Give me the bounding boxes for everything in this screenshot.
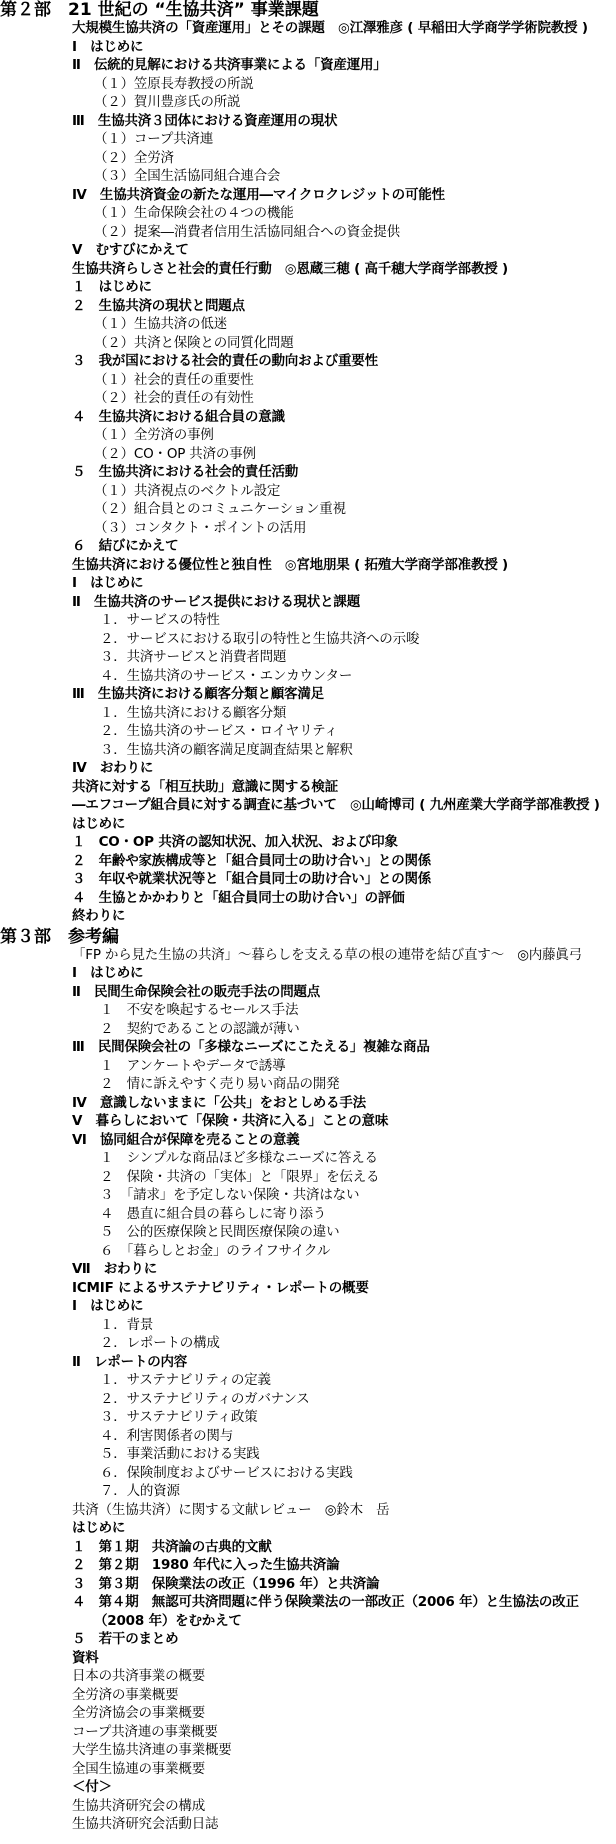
subsection-item: （２）組合員とのコミュニケーション重視 <box>94 501 346 517</box>
subsection-item: １ 不安を喚起するセールス手法 <box>100 1002 299 1018</box>
section-heading: はじめに <box>72 815 126 832</box>
section-heading: Ⅴ 暮らしにおいて「保険・共済に入る」ことの意味 <box>72 1113 389 1129</box>
section-heading: ３ 第３期 保険業法の改正（1996 年）と共済論 <box>72 1575 380 1592</box>
article-title: ―エフコープ組合員に対する調査に基づいて ◎山崎博司 ( 九州産業大学商学部准教授 ) <box>72 797 600 813</box>
entry-line: 共済（生協共済）に関する文献レビュー ◎鈴木 岳 <box>72 1501 390 1518</box>
subsection-item: ６ 「暮らしとお金」のライフサイクル <box>100 1242 331 1259</box>
subsection-item: （３）コンタクト・ポイントの活用 <box>94 519 307 536</box>
subsection-item: ２ 情に訴えやすく売り易い商品の開発 <box>100 1076 340 1092</box>
subsection-item: ３．生協共済の顧客満足度調査結果と解釈 <box>100 741 353 758</box>
section-heading: ６ 結びにかえて <box>72 538 179 554</box>
part-heading: 第３部 参考編 <box>0 926 119 947</box>
subsection-item: （１）共済視点のベクトル設定 <box>94 482 281 499</box>
section-heading: Ⅳ 生協共済資金の新たな運用―マイクロクレジットの可能性 <box>72 186 445 203</box>
section-heading: Ⅰ はじめに <box>72 38 144 55</box>
section-heading: Ⅱ レポートの内容 <box>72 1353 188 1370</box>
section-heading: Ⅲ 生協共済３団体における資産運用の現状 <box>72 112 338 129</box>
section-heading: ３ 我が国における社会的責任の動向および重要性 <box>72 353 378 369</box>
subsection-item: ２ 契約であることの認識が薄い <box>100 1020 300 1037</box>
entry-line: 生協共済研究会活動日誌 <box>72 1816 219 1832</box>
article-title: ICMIF によるサステナビリティ・レポートの概要 <box>72 1279 369 1296</box>
subsection-item: ２．レポートの構成 <box>100 1335 220 1351</box>
article-title: 生協共済らしさと社会的責任行動 ◎恩蔵三穂 ( 高千穂大学商学部教授 ) <box>72 260 509 277</box>
subsection-item: （１）生命保険会社の４つの機能 <box>94 205 294 221</box>
section-heading: ５ 若干のまとめ <box>72 1631 179 1647</box>
section-heading: Ⅱ 伝統的見解における共済事業による「資産運用」 <box>72 57 387 73</box>
subsection-item: （２）賀川豊彦氏の所説 <box>94 94 241 110</box>
section-heading: Ⅱ 生協共済のサービス提供における現状と課題 <box>72 593 360 610</box>
subsection-item: （３）全国生活協同組合連合会 <box>94 168 281 184</box>
section-heading: １ はじめに <box>72 279 152 295</box>
entry-line: 生協共済研究会の構成 <box>72 1797 205 1814</box>
subsection-item: ４ 愚直に組合員の暮らしに寄り添う <box>100 1205 327 1222</box>
subsection-item: ２．生協共済のサービス・ロイヤリティ <box>100 723 338 739</box>
entry-line: 全労済の事業概要 <box>72 1686 179 1703</box>
subsection-item: １．生協共済における顧客分類 <box>100 704 287 721</box>
section-heading: １ CO・OP 共済の認知状況、加入状況、および印象 <box>72 834 398 850</box>
section-heading: ２ 生協共済の現状と問題点 <box>72 297 245 314</box>
section-heading: ２ 年齢や家族構成等と「組合員同士の助け合い」との関係 <box>72 852 432 869</box>
section-heading: 資料 <box>72 1649 99 1666</box>
section-heading: ＜付＞ <box>72 1779 112 1795</box>
section-heading: ４ 第４期 無認可共済問題に伴う保険業法の一部改正（2006 年）と生協法の改正 <box>72 1594 579 1610</box>
subsection-item: ３．サステナビリティ政策 <box>100 1409 258 1425</box>
section-heading: Ⅴ むすびにかえて <box>72 242 189 258</box>
section-heading: ３ 年収や就業状況等と「組合員同士の助け合い」との関係 <box>72 871 432 887</box>
subsection-item: （１）生協共済の低迷 <box>94 316 227 332</box>
entry-line: 大学生協共済連の事業概要 <box>72 1742 232 1758</box>
subsection-item: ３．共済サービスと消費者問題 <box>100 649 287 665</box>
entry-line: 全国生協連の事業概要 <box>72 1760 205 1777</box>
subsection-item: （１）全労済の事例 <box>94 427 214 443</box>
subsection-item: （２）CO・OP 共済の事例 <box>94 445 256 462</box>
subsection-item: ２ 保険・共済の「実体」と「限界」を伝える <box>100 1168 380 1185</box>
subsection-item: ７．人的資源 <box>100 1483 180 1499</box>
section-heading: Ⅳ 意識しないままに「公共」をおとしめる手法 <box>72 1094 366 1111</box>
subsection-item: ２．サービスにおける取引の特性と生協共済への示唆 <box>100 630 420 647</box>
subsection-item: １．サステナビリティの定義 <box>100 1372 271 1388</box>
section-heading: 終わりに <box>72 908 126 924</box>
subsection-item: １．背景 <box>100 1316 154 1333</box>
section-heading: Ⅵ 協同組合が保障を売ることの意義 <box>72 1131 300 1148</box>
subsection-item: （２）共済と保険との同質化問題 <box>94 334 294 351</box>
article-title: 大規模生協共済の「資産運用」とその課題 ◎江澤雅彦 ( 早稲田大学商学学術院教授 ) <box>72 20 588 36</box>
subsection-item: （２）提案―消費者信用生活協同組合への資金提供 <box>94 223 400 240</box>
part-heading: 第２部 21 世紀の “生協共済” 事業課題 <box>0 0 319 20</box>
section-heading: （2008 年）をむかえて <box>94 1612 242 1629</box>
entry-line: 全労済協会の事業概要 <box>72 1705 205 1721</box>
subsection-item: ４．生協共済のサービス・エンカウンター <box>100 667 353 684</box>
section-heading: Ⅰ はじめに <box>72 1298 144 1314</box>
section-heading: Ⅰ はじめに <box>72 575 144 591</box>
section-heading: Ⅱ 民間生命保険会社の販売手法の問題点 <box>72 983 321 1000</box>
section-heading: Ⅲ 民間保険会社の「多様なニーズにこたえる」複雑な商品 <box>72 1039 430 1055</box>
section-heading: Ⅶ おわりに <box>72 1261 158 1277</box>
section-heading: ２ 第２期 1980 年代に入った生協共済論 <box>72 1557 340 1573</box>
subsection-item: １．サービスの特性 <box>100 612 220 628</box>
entry-line: コープ共済連の事業概要 <box>72 1723 218 1740</box>
section-heading: Ⅳ おわりに <box>72 760 154 776</box>
subsection-item: ４．利害関係者の関与 <box>100 1427 233 1444</box>
subsection-item: （２）全労済 <box>94 149 174 166</box>
subsection-item: （２）社会的責任の有効性 <box>94 390 254 406</box>
subsection-item: ２．サステナビリティのガバナンス <box>100 1390 310 1407</box>
section-heading: ５ 生協共済における社会的責任活動 <box>72 464 299 480</box>
section-heading: Ⅰ はじめに <box>72 965 144 981</box>
subsection-item: ５．事業活動における実践 <box>100 1446 260 1462</box>
subsection-item: ３ 「請求」を予定しない保険・共済はない <box>100 1187 360 1203</box>
entry-line: 日本の共済事業の概要 <box>72 1668 205 1684</box>
section-heading: Ⅲ 生協共済における顧客分類と顧客満足 <box>72 686 324 702</box>
section-heading: ４ 生協とかかわりと「組合員同士の助け合い」の評価 <box>72 889 405 906</box>
subsection-item: ６．保険制度およびサービスにおける実践 <box>100 1464 353 1481</box>
subsection-item: ５ 公的医療保険と民間医療保険の違い <box>100 1224 340 1240</box>
subsection-item: （１）社会的責任の重要性 <box>94 371 254 388</box>
entry-line: 「FP から見た生協の共済」～暮らしを支える草の根の連帯を結び直す～ ◎内藤眞弓 <box>72 946 582 963</box>
subsection-item: １ アンケートやデータで誘導 <box>100 1057 286 1074</box>
article-title: 生協共済における優位性と独自性 ◎宮地朋果 ( 拓殖大学商学部准教授 ) <box>72 556 509 573</box>
section-heading: ４ 生協共済における組合員の意識 <box>72 408 285 425</box>
section-heading: はじめに <box>72 1520 126 1536</box>
subsection-item: （１）コープ共済連 <box>94 131 214 147</box>
article-title: 共済に対する「相互扶助」意識に関する検証 <box>72 778 338 795</box>
section-heading: １ 第１期 共済論の古典的文献 <box>72 1538 272 1555</box>
subsection-item: （１）笠原長寿教授の所説 <box>94 75 254 92</box>
subsection-item: １ シンプルな商品ほど多様なニーズに答える <box>100 1150 378 1166</box>
